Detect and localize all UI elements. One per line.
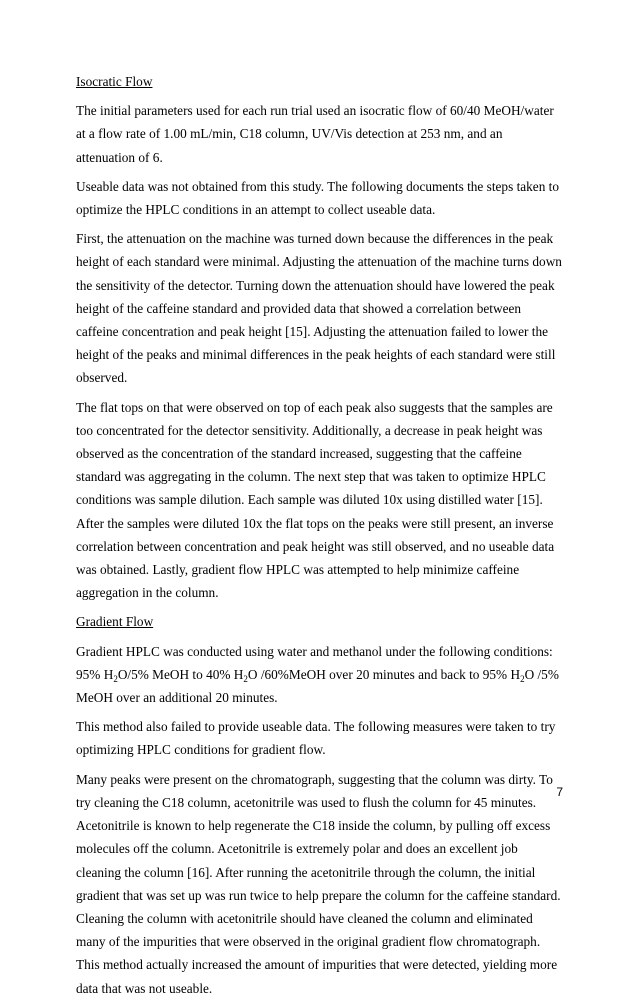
paragraph-column-cleaning: Many peaks were present on the chromatograph, suggesting that the column was dirty. To try cleaning the C18 column, acetonitrile was used to flush the column for 45 minutes. Acetonitrile is known to help regenerate the C18 inside the column, by pulling off excess molecules off the column. Acetonitrile is extremely polar and does an excellent job cleaning the column [16]. After running the acetonitrile through the column, the initial gradient that was set up was run twice to help prepare the column for the caffeine standard. Cleaning the column with acetonitrile should have cleaned the column and eliminated many of the impurities that were observed in the original gradient flow chromatograph. This method actually increased the amount of impurities that were detected, yielding more data that was not useable. <box>76 771 561 996</box>
page-body <box>76 70 564 1006</box>
gradient-text-part-3: O /60%MeOH over 20 minutes and back to 95% H <box>247 666 521 682</box>
subscript-2: 2 <box>113 673 118 684</box>
paragraph-initial-parameters: The initial parameters used for each run trial used an isocratic flow of 60/40 MeOH/water at a flow rate of 1.00 mL/min, C18 column, UV/Vis detection at 253 nm, and an attenuation of 6. <box>76 103 554 165</box>
page-number: 7 <box>556 785 563 799</box>
section-heading-isocratic-flow: Isocratic Flow <box>76 74 153 89</box>
section-heading-gradient-flow: Gradient Flow <box>76 614 154 630</box>
gradient-text-part-2: O/5% MeOH to 40% H <box>117 666 244 682</box>
paragraph-no-useable-data: Useable data was not obtained from this study. The following documents the steps taken to optimize the HPLC conditions in an attempt to collect useable data. <box>76 178 560 218</box>
gradient-text-part-4: O /5% MeOH over an additional 20 minutes. <box>76 666 559 706</box>
subscript-2: 2 <box>243 673 248 684</box>
gradient-text-part-1: Gradient HPLC was conducted using water and methanol under the following conditions: 95% H <box>76 643 553 682</box>
paragraph-flat-tops: The flat tops on that were observed on top of each peak also suggests that the samples are too concentrated for the detector sensitivity. Additionally, a decrease in peak height was observed as the concentration of the standard increased, suggesting that the caffeine standard was aggregating in the column. The next step that was taken to optimize HPLC conditions was sample dilution. Each sample was diluted 10x using distilled water [15]. After the samples were diluted 10x the flat tops on the peaks were still present, an inverse correlation between concentration and peak height was still observed, and no useable data was obtained. Lastly, gradient flow HPLC was attempted to help minimize caffeine aggregation in the column. <box>76 399 555 601</box>
paragraph-attenuation: First, the attenuation on the machine was turned down because the differences in the peak height of each standard were minimal. Adjusting the attenuation of the machine turns down the sensitivity of the detector. Turning down the attenuation should have lowered the peak height of the caffeine standard and provided data that showed a correlation between caffeine concentration and peak height [15]. Adjusting the attenuation failed to lower the height of the peaks and minimal differences in the peak heights of each standard were still observed. <box>76 231 562 386</box>
paragraph-method-failed: This method also failed to provide useable data. The following measures were taken to try optimizing HPLC conditions for gradient flow. <box>76 719 556 758</box>
subscript-2: 2 <box>520 673 525 684</box>
paragraph-gradient-conditions <box>76 640 564 710</box>
